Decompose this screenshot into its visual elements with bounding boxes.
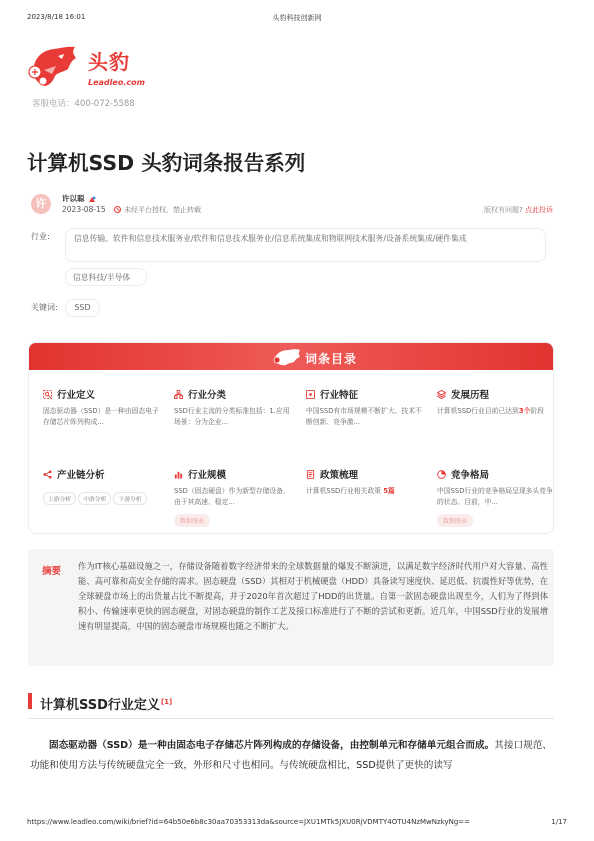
definition-bold-text: 固态驱动器（SSD）是一种由固态电子存储芯片阵列构成的存储设备，由控制单元和存储单元组合而成。: [49, 740, 495, 751]
print-datetime: 2023/8/18 16:01: [27, 13, 86, 21]
author-badge-icon: [88, 196, 96, 203]
pie-chart-icon: [437, 470, 446, 479]
toc-desc: 计算机SSD行业相关政策 5篇: [306, 487, 395, 495]
prohibited-icon: [114, 206, 121, 213]
toc-heading: 行业分类: [188, 390, 227, 401]
service-hotline: 客服电话：400-072-5588: [32, 99, 135, 109]
data-chart-tag[interactable]: 数据图表: [437, 514, 473, 527]
layers-icon: [437, 390, 446, 399]
document-icon: [306, 470, 315, 479]
page-number: 1/17: [551, 818, 567, 826]
toc-desc: SSD（固态硬盘）作为新型存储设备，由于其高速、稳定...: [174, 487, 290, 506]
toc-item-competition[interactable]: [437, 467, 553, 527]
chain-icon: [43, 470, 52, 479]
logo-text-en: Leadleo.com: [88, 78, 145, 87]
toc-item-definition[interactable]: [43, 387, 159, 428]
report-link[interactable]: 点此投诉: [525, 206, 553, 214]
print-site-name: 头豹科技创新网: [272, 14, 322, 22]
toc-heading: 竞争格局: [451, 470, 490, 481]
abstract-box: [28, 549, 554, 666]
bar-chart-icon: [174, 470, 183, 479]
table-of-contents: [28, 342, 554, 534]
footer-url: https://www.leadleo.com/wiki/brief?id=64b50e6b8c30aa70353313da&source=JXU1MTk5JXU0RjVDMTY4OTU4NzMwNzkyNg==: [27, 818, 471, 826]
toc-item-market-size[interactable]: [174, 467, 290, 527]
copyright-dispute: [484, 205, 553, 215]
print-header: [0, 13, 594, 25]
toc-heading: 行业特征: [320, 390, 359, 401]
toc-desc: 中国SSD行业的竞争格局呈现多头竞争的状态。目前，中...: [437, 487, 553, 506]
abstract-text: 作为IT核心基础设施之一，存储设备随着数字经济带来的全球数据量的爆发不断演进，以满足数字经济时代用户对大容量、高性能、高可靠和高安全存储的需求。固态硬盘（SSD）其相对于机械硬盘（HDD）具备读写速度快、延迟低、抗震性好等优势，在全球硬盘市场上的出货量占比不断提高，并于2020年首次超过了HDD的出货量。自第一款固态硬盘出现至今，人们为了得到体积小、传输速率更快的固态硬盘，对固态硬盘的制作工艺及接口标准进行了不断的尝试和更新。近几年，中国SSD行业的发展增速有明显提高，中国的固态硬盘市场规模也随之不断扩大。: [78, 561, 548, 632]
toc-heading: 行业规模: [188, 470, 227, 481]
definition-text: 其接口规范、功能和使用方法与传统硬盘完全一致，外形和尺寸也相同。与传统硬盘相比，SSD提供了更快的读写: [30, 740, 552, 771]
policy-count: 5篇: [383, 487, 395, 495]
keyword-tag[interactable]: SSD: [65, 299, 100, 317]
section-accent-bar: [28, 693, 32, 709]
toc-item-policy[interactable]: [306, 467, 422, 497]
publish-date: 2023-08-15: [62, 205, 106, 214]
toc-banner: [29, 343, 554, 370]
network-icon: [306, 390, 315, 399]
toc-desc: SSD行业主流的分类标准包括：1.应用场景：分为企业...: [174, 407, 290, 426]
dispute-question: 版权有问题?: [484, 206, 523, 214]
hierarchy-icon: [174, 390, 183, 399]
copyright-text: 未经平台授权，禁止转载: [124, 206, 201, 214]
author-name-text: 许以聪: [62, 194, 85, 203]
data-chart-tag[interactable]: 数据图表: [174, 514, 210, 527]
toc-desc: 计算机SSD行业目前已达到3个阶段: [437, 407, 544, 415]
keywords-label: 关键词:: [31, 303, 58, 312]
abstract-label: 摘要: [42, 566, 62, 577]
stage-count: 3个: [518, 407, 531, 415]
leopard-mark-icon: [273, 347, 301, 367]
tag-upstream[interactable]: 上游分析: [43, 492, 76, 505]
author-avatar: 许: [31, 194, 51, 214]
search-icon: [43, 390, 52, 399]
page-title: 计算机SSD 头豹词条报告系列: [27, 151, 306, 175]
tag-midstream[interactable]: 中游分析: [78, 492, 111, 505]
toc-item-history[interactable]: [437, 387, 553, 417]
industry-label: 行业:: [31, 232, 50, 241]
toc-item-classification[interactable]: [174, 387, 290, 428]
toc-heading: 行业定义: [57, 390, 96, 401]
tag-downstream[interactable]: 下游分析: [113, 492, 146, 505]
toc-title: 词条目录: [305, 352, 358, 366]
author-name[interactable]: [62, 193, 96, 204]
toc-heading: 发展历程: [451, 390, 490, 401]
toc-heading: 产业链分析: [57, 470, 105, 481]
definition-paragraph: [30, 736, 552, 776]
toc-desc: 中国SSD有市场规模不断扩大、技术不断创新、竞争激...: [306, 407, 422, 426]
toc-desc: 固态驱动器（SSD）是一种由固态电子存储芯片阵列构成...: [43, 407, 159, 426]
reference-link[interactable]: [1]: [160, 698, 173, 706]
section-heading: 计算机SSD行业定义[1]: [40, 698, 173, 713]
section-divider: [28, 718, 554, 719]
leopard-logo-icon: [28, 42, 80, 88]
toc-item-industry-chain[interactable]: [43, 467, 159, 505]
industry-tag[interactable]: 信息传输、软件和信息技术服务业/软件和信息技术服务业/信息系统集成和物联网技术服务/设备系统集成/硬件集成: [65, 228, 546, 262]
leadleo-logo[interactable]: [28, 42, 152, 92]
toc-item-features[interactable]: [306, 387, 422, 428]
industry-tag-2[interactable]: 信息科技/半导体: [65, 268, 147, 286]
copyright-notice: [114, 205, 201, 215]
logo-text-cn: 头豹: [88, 50, 130, 74]
toc-heading: 政策梳理: [320, 470, 359, 481]
